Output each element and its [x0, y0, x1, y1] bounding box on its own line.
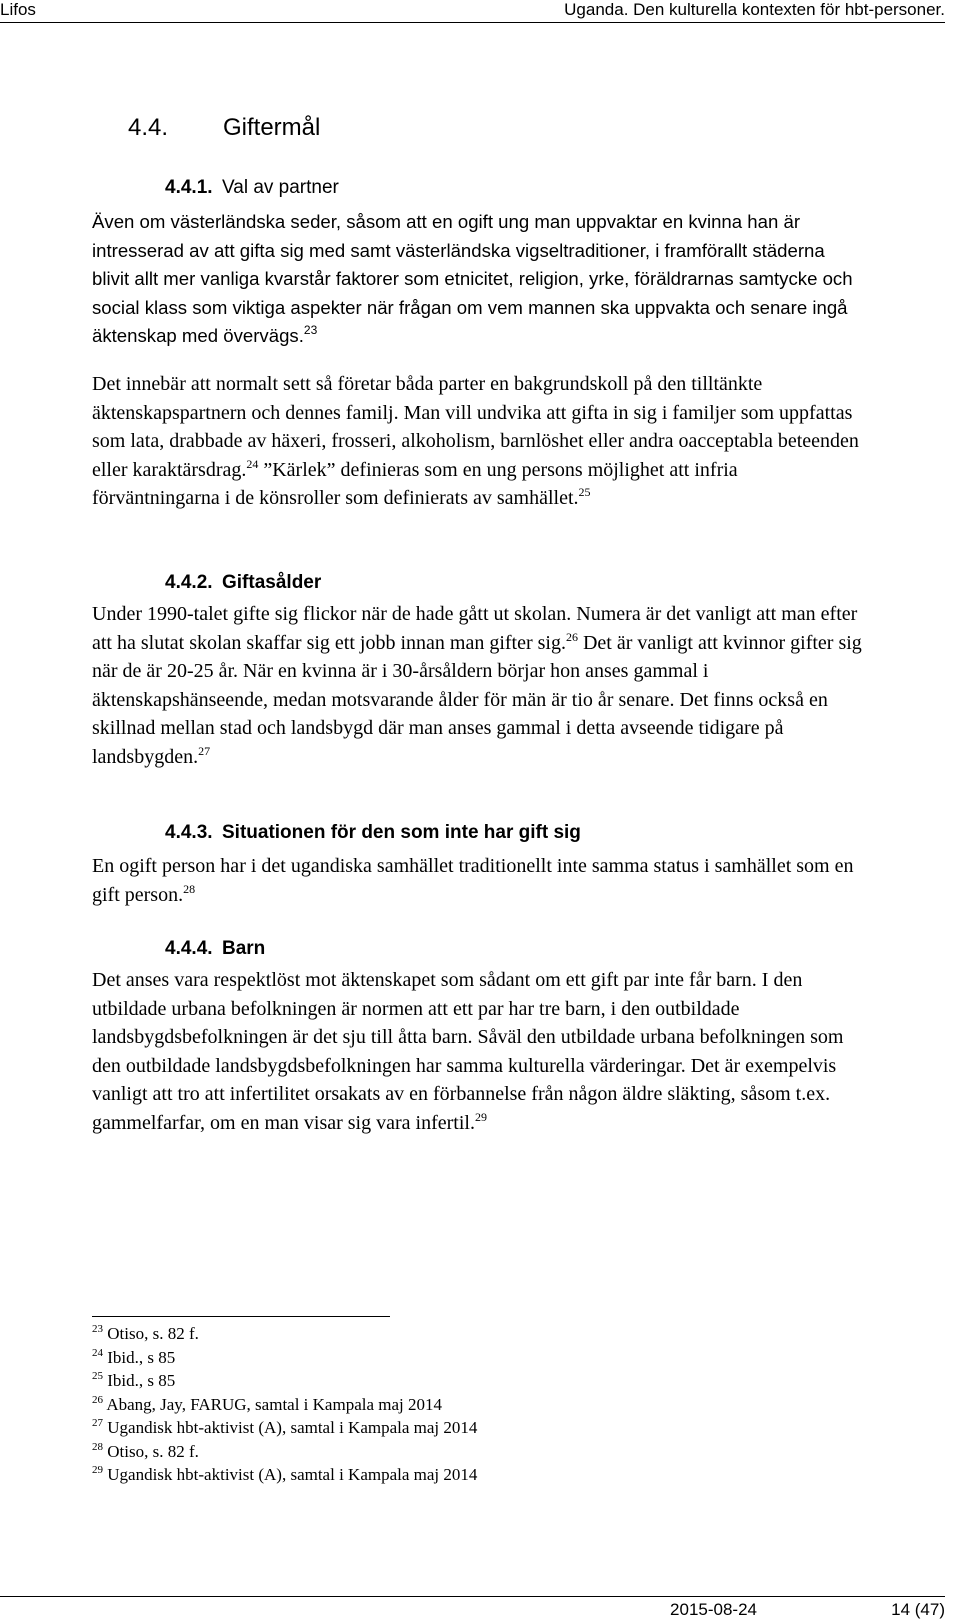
footnotes	[92, 1322, 477, 1487]
paragraph-text: Det är vanligt att kvinnor gifter sig när de är 20-25 år. När en kvinna är i 30-årsåldern börjar hon anses gammal i äktenskapshänseende, medan motsvarande ålder för män är tio år senare. Det finns också en skillnad mellan stad och landsbygd där man anses gammal i detta avseende tidigare på landsbygden.	[92, 631, 862, 768]
footnote-number: 23	[92, 1323, 103, 1335]
footnote-text: Otiso, s. 82 f.	[107, 1324, 199, 1343]
page-number: 14 (47)	[891, 1600, 945, 1619]
footnote	[92, 1463, 477, 1487]
paragraph-text: Även om västerländska seder, såsom att en ogift ung man uppvaktar en kvinna han är intresserad av att gifta sig med samt västerländska vigseltraditioner, i framförallt städerna blivit allt mer vanliga kvarstår faktorer som etnicitet, religion, yrke, föräldrarnas samtycke och social klass som viktiga aspekter när frågan om vem mannen ska uppvakta och senare ingå äktenskap med övervägs.	[92, 211, 853, 347]
paragraph-text: Det innebär att normalt sett så företar båda parter en bakgrundskoll på den tilltänkte äktenskapspartnern och dennes familj. Man vill undvika att gifta in sig i familjer som uppfattas som lata, drabbade av häxeri, frosseri, alkoholism, barnlöshet eller andra oacceptabla beteenden eller karaktärsdrag.	[92, 373, 859, 481]
section-title: Giftermål	[223, 114, 321, 141]
footnote-ref: 23	[303, 323, 318, 338]
paragraph-ogift	[92, 852, 862, 909]
subsection-title: Giftasålder	[222, 572, 322, 593]
footnote-text: Ibid., s 85	[107, 1371, 176, 1390]
subsection-title: Situationen för den som inte har gift sig	[222, 822, 581, 843]
footnote-ref: 29	[474, 1109, 487, 1124]
page-footer	[0, 1596, 945, 1622]
subsection-number: 4.4.2.	[165, 572, 213, 593]
paragraph-barn	[92, 966, 862, 1138]
subsection-title: Val av partner	[222, 177, 339, 198]
footnote-text: Abang, Jay, FARUG, samtal i Kampala maj 2014	[106, 1394, 443, 1414]
footnote-text: Otiso, s. 82 f.	[107, 1441, 199, 1461]
subsection-heading-2	[165, 572, 321, 594]
section-heading	[128, 114, 320, 142]
subsection-number: 4.4.1.	[165, 177, 213, 198]
paragraph-text: Det anses vara respektlöst mot äktenskapet som sådant om ett gift par inte får barn. I den utbildade urbana befolkningen är normen att ett par har tre barn, i den outbildade landsbygdsbefolkningen är det sju till åtta barn. Såväl den utbildade urbana befolkningen som den outbildade landsbygdsbefolkningen har samma kulturella värderingar. Det är exempelvis vanligt att tro att infertilitet orsakats av en förbannelse från någon äldre släkting, såsom t.ex. gammelfarfar, om en man visar sig vara infertil.	[92, 969, 844, 1134]
footnote	[92, 1369, 477, 1393]
footnote-number: 25	[92, 1370, 103, 1382]
paragraph-text: ”Kärlek” definieras som en ung persons möjlighet att infria förväntningarna i de könsroller som definierats av samhället.	[92, 458, 738, 510]
subsection-heading-3	[165, 822, 581, 844]
subsection-title: Barn	[222, 938, 266, 959]
subsection-heading-4	[165, 938, 265, 960]
footnote	[92, 1322, 477, 1346]
paragraph-val-av-partner-2	[92, 370, 862, 513]
subsection-number: 4.4.4.	[165, 938, 213, 959]
paragraph-giftasalder	[92, 600, 862, 772]
paragraph-text: Under 1990-talet gifte sig flickor när de hade gått ut skolan. Numera är det vanligt att man efter att ha slutat skolan skaffar sig ett jobb innan man gifter sig.	[92, 603, 858, 654]
footer-date: 2015-08-24	[670, 1600, 757, 1619]
footnote-text: Ugandisk hbt-aktivist (A), samtal i Kampala maj 2014	[107, 1465, 478, 1484]
subsection-number: 4.4.3.	[165, 822, 213, 843]
footnote-text: Ugandisk hbt-aktivist (A), samtal i Kampala maj 2014	[107, 1418, 478, 1437]
paragraph-text: En ogift person har i det ugandiska samhället traditionellt inte samma status i samhället som en gift person.	[92, 855, 854, 906]
footnote-number: 26	[92, 1393, 103, 1406]
footnote-ref: 24	[246, 456, 259, 471]
footnote-number: 29	[92, 1464, 103, 1476]
footnote	[92, 1393, 477, 1417]
footnote	[92, 1346, 477, 1370]
footnote	[92, 1440, 477, 1464]
footnote-number: 27	[92, 1417, 103, 1429]
footnote-ref: 25	[578, 485, 591, 500]
footnote-number: 28	[92, 1440, 103, 1453]
footnote-number: 24	[92, 1346, 103, 1359]
footnote	[92, 1416, 477, 1440]
footnote-ref: 27	[198, 743, 211, 758]
subsection-heading-1	[165, 177, 339, 199]
header-title: Uganda. Den kulturella kontexten för hbt-personer.	[564, 0, 945, 19]
section-number: 4.4.	[128, 114, 169, 141]
footnote-separator	[92, 1316, 390, 1317]
header-source: Lifos	[0, 0, 36, 19]
footnote-ref: 26	[565, 629, 578, 644]
footnote-text: Ibid., s 85	[107, 1347, 176, 1367]
footnote-ref: 28	[183, 881, 196, 896]
paragraph-val-av-partner-1	[92, 208, 862, 351]
page-header	[0, 0, 945, 23]
